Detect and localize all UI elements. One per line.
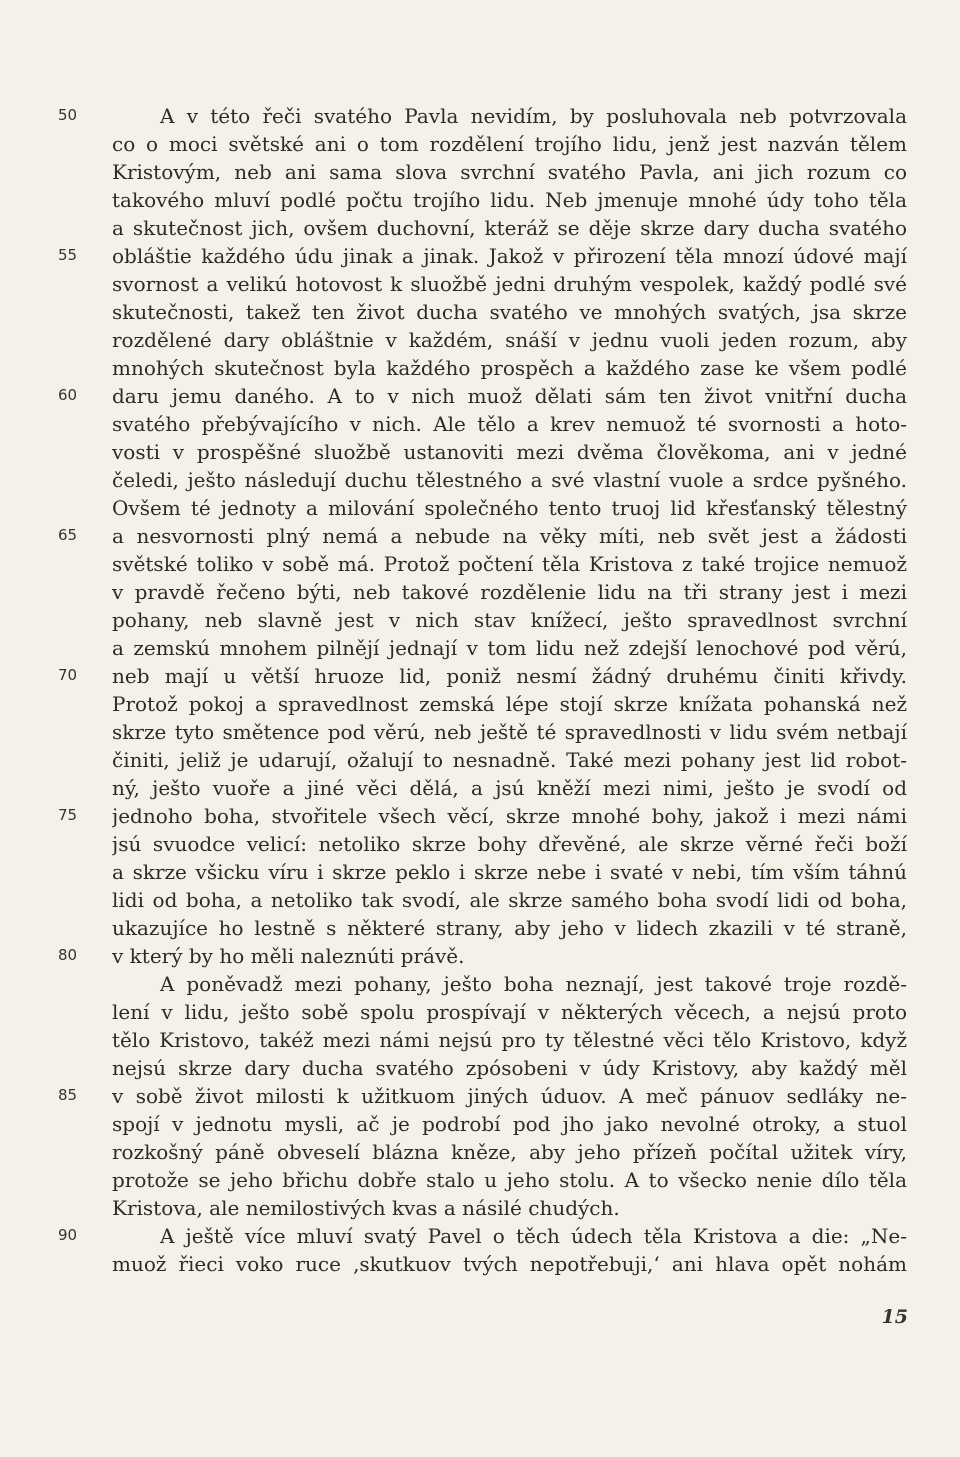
line-number: 75 <box>58 806 78 824</box>
text-line: v pravdě řečeno býti, neb takové rozdělenie lidu na tři strany jest i mezi <box>112 580 907 604</box>
text-line: a skrze všicku víru i skrze peklo i skrze nebe i svaté v nebi, tím vším táhnú <box>112 860 907 884</box>
text-line: v který by ho měli naleznúti právě. <box>112 944 465 968</box>
text-line: a zemskú mnohem pilnějí jednají v tom lidu než zdejší lenochové pod věrú, <box>112 636 907 660</box>
text-line: skutečnosti, takež ten život ducha svatého ve mnohých svatých, jsa skrze <box>112 300 907 324</box>
text-line: ný, ješto vuoře a jiné věci dělá, a jsú kněží mezi nimi, ješto je svodí od <box>112 776 907 800</box>
line-number: 60 <box>58 386 78 404</box>
text-line: činiti, jeliž je udarují, ožalují to nesnadně. Také mezi pohany jest lid robot- <box>112 748 907 772</box>
text-line: lení v lidu, ješto sobě spolu prospívají v některých věcech, a nejsú proto <box>112 1000 907 1024</box>
text-line: spojí v jednotu mysli, ač je podrobí pod jho jako nevolné otroky, a stuol <box>112 1112 907 1136</box>
text-line: neb mají u větší hruoze lid, poniž nesmí žádný druhému činiti křivdy. <box>112 664 907 688</box>
text-line: takového mluví podlé počtu trojího lidu. Neb jmenuje mnohé údy toho těla <box>112 188 907 212</box>
text-line: jsú svuodce velicí: netoliko skrze bohy dřevěné, ale skrze věrné řeči boží <box>112 832 907 856</box>
line-number: 55 <box>58 246 78 264</box>
text-line: svatého přebývajícího v nich. Ale tělo a krev nemuož té svornosti a hoto- <box>112 412 907 436</box>
text-line: obláštie každého údu jinak a jinak. Jakož v přirození těla mnozí údové mají <box>112 244 907 268</box>
text-line: rozkošný páně obveselí blázna kněze, aby jeho přízeň počítal užitek víry, <box>112 1140 907 1164</box>
text-line: Kristovým, neb ani sama slova svrchní svatého Pavla, ani jich rozum co <box>112 160 907 184</box>
text-line: tělo Kristovo, takéž mezi námi nejsú pro ty tělestné věci tělo Kristovo, když <box>112 1028 907 1052</box>
text-line: protože se jeho břichu dobře stalo u jeho stolu. A to všecko nenie dílo těla <box>112 1168 907 1192</box>
line-number: 85 <box>58 1086 78 1104</box>
text-line: A v této řeči svatého Pavla nevidím, by posluhovala neb potvrzovala <box>160 104 907 128</box>
text-line: v sobě život milosti k užitkuom jiných úduov. A meč pánuov sedláky ne- <box>112 1084 907 1108</box>
text-line: A poněvadž mezi pohany, ješto boha neznají, jest takové troje rozdě- <box>160 972 907 996</box>
text-line: co o moci světské ani o tom rozdělení trojího lidu, jenž jest nazván tělem <box>112 132 907 156</box>
text-line: jednoho boha, stvořitele všech věcí, skrze mnohé bohy, jakož i mezi námi <box>112 804 907 828</box>
text-line: rozdělené dary obláštnie v každém, snáší v jednu vuoli jeden rozum, aby <box>112 328 907 352</box>
page-number: 15 <box>881 1306 908 1328</box>
text-line: A ještě více mluví svatý Pavel o těch údech těla Kristova a die: „Ne- <box>160 1224 907 1248</box>
line-number: 50 <box>58 106 78 124</box>
text-line: skrze tyto smětence pod věrú, neb ještě té spravedlnosti v lidu svém netbají <box>112 720 907 744</box>
text-line: muož řieci voko ruce ‚skutkuov tvých nepotřebuji,‘ ani hlava opět nohám <box>112 1252 907 1276</box>
line-number: 70 <box>58 666 78 684</box>
text-line: čeledi, ješto následují duchu tělestného a své vlastní vuole a srdce pyšného. <box>112 468 907 492</box>
text-line: ukazujíce ho lestně s některé strany, aby jeho v lidech zkazili v té straně, <box>112 916 907 940</box>
text-line: světské toliko v sobě má. Protož počtení těla Kristova z také trojice nemuož <box>112 552 907 576</box>
text-line: pohany, neb slavně jest v nich stav knížecí, ješto spravedlnost svrchní <box>112 608 907 632</box>
text-line: Ovšem té jednoty a milování společného tento truoj lid křesťanský tělestný <box>112 496 907 520</box>
text-line: lidi od boha, a netoliko tak svodí, ale skrze samého boha svodí lidi od boha, <box>112 888 907 912</box>
line-number: 80 <box>58 946 78 964</box>
text-line: vosti v prospěšné sluožbě ustanoviti mezi dvěma člověkoma, ani v jedné <box>112 440 907 464</box>
body-text <box>112 102 907 1278</box>
text-line: svornost a velikú hotovost k sluožbě jedni druhým vespolek, každý podlé své <box>112 272 907 296</box>
text-line: Protož pokoj a spravedlnost zemská lépe stojí skrze knížata pohanská než <box>112 692 907 716</box>
text-line: Kristova, ale nemilostivých kvas a násilé chudých. <box>112 1196 620 1220</box>
text-line: mnohých skutečnost byla každého prospěch a každého zase ke všem podlé <box>112 356 907 380</box>
text-line: daru jemu daného. A to v nich muož dělati sám ten život vnitřní ducha <box>112 384 907 408</box>
line-number: 90 <box>58 1226 78 1244</box>
text-line: nejsú skrze dary ducha svatého zpósobeni v údy Kristovy, aby každý měl <box>112 1056 907 1080</box>
text-line: a nesvornosti plný nemá a nebude na věky míti, neb svět jest a žádosti <box>112 524 907 548</box>
text-line: a skutečnost jich, ovšem duchovní, kteráž se děje skrze dary ducha svatého <box>112 216 907 240</box>
line-number: 65 <box>58 526 78 544</box>
